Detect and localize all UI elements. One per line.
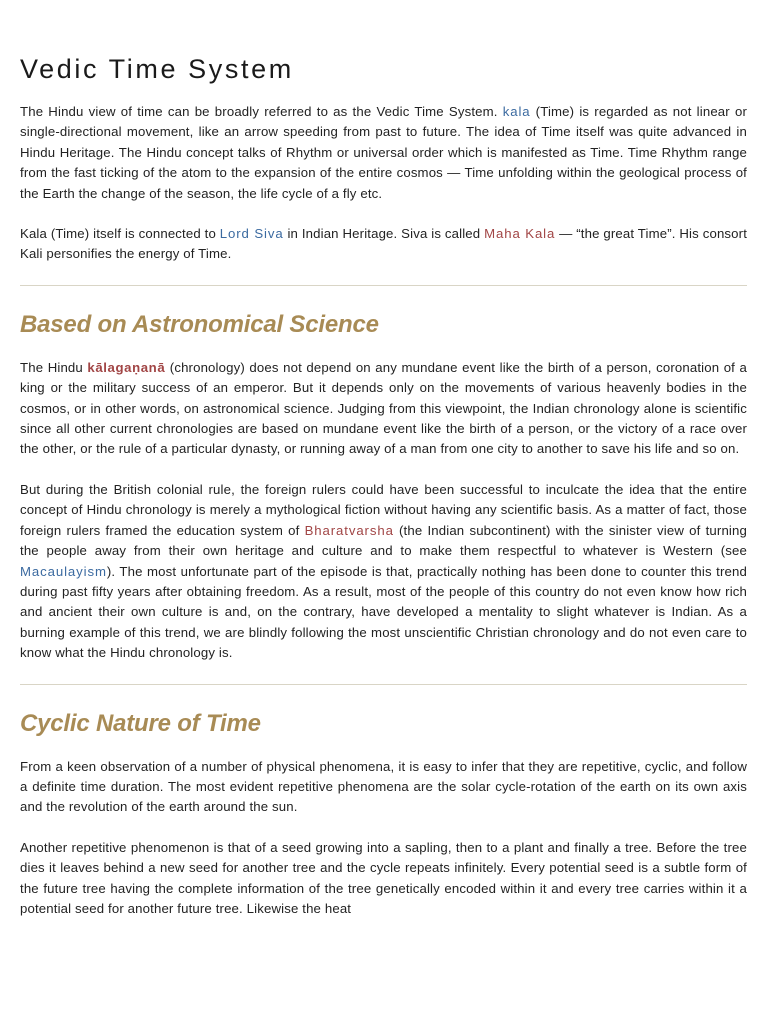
text-run: (chronology) does not depend on any mundane event like the birth of a person, coronation of a king or the military success of an emperor. But it depends only on the movements of various heavenly bodies in the cosmos, or in other words, on astronomical science. Judging from this viewpoint, the Indian chronology alone is scientific since all other current chronologies are based on mundane event like the birth of a person, or the victory of a race over the other, or the rule of a particular dynasty, or running away of a man from one city to another to save his life and so on. (20, 359, 748, 457)
text-run: From a keen observation of a number of physical phenomena, it is easy to infer that they are repetitive, cyclic, and follow a definite time duration. The most evident repetitive phenomena are the solar cycle-rotation of the earth on its own axis and the revolution of the earth around the sun. (20, 758, 747, 815)
kala-link[interactable]: kala (502, 104, 531, 119)
cyclic-nature-section (20, 709, 747, 920)
paragraph (20, 838, 747, 920)
text-run: The Hindu (20, 359, 88, 375)
macaulayism-link[interactable]: Macaulayism (20, 563, 107, 579)
text-run: (the Indian subcontinent) with the sinister view of turning the people away from their own heritage and culture and to make them respectful to whatever is Western (see (20, 522, 747, 559)
text-run: But during the British colonial rule, the foreign rulers could have been successful to inculcate the idea that the entire concept of Hindu chronology is merely a mythological fiction without having any scientific basis. As a matter of fact, those foreign rulers framed the education system of (20, 481, 747, 538)
paragraph (20, 224, 747, 265)
paragraph (20, 480, 747, 664)
text-run: (Time) is regarded as not linear or single-directional movement, like an arrow speeding from past to future. The idea of Time itself was quite advanced in Hindu Heritage. The Hindu concept talks of Rhythm or universal order which is manifested as Time. Time Rhythm range from the fast ticking of the atom to the expansion of the entire cosmos — Time unfolding within the geological process of the Earth the change of the season, the life cycle of a fly etc. (20, 104, 747, 201)
text-run: in Indian Heritage. Siva is called (283, 226, 485, 242)
bharatvarsha-link[interactable]: Bharatvarsha (304, 522, 394, 538)
maha-kala-link[interactable]: Maha Kala (484, 226, 556, 242)
intro-section (20, 102, 747, 265)
text-run: The Hindu view of time can be broadly referred to as the Vedic Time System. (20, 104, 503, 119)
section-divider (20, 285, 747, 286)
page-title: Vedic Time System (20, 54, 294, 84)
section-divider (20, 684, 747, 685)
paragraph (20, 757, 747, 818)
text-run: Kala (Time) itself is connected to (20, 226, 220, 242)
lord-siva-link[interactable]: Lord Siva (219, 226, 284, 242)
text-run: Another repetitive phenomenon is that of a seed growing into a sapling, then to a plant and finally a tree. Before the tree dies it leaves behind a new seed for another tree and the cycle repeats infinitely. Every potential seed is a subtle form of the future tree having the complete information of the tree genetically encoded within it and every tree carries within it a potential seed for another future tree. Likewise the heat (20, 839, 747, 916)
text-run: — “the great Time”. His consort Kali personifies the energy of Time. (20, 226, 748, 262)
kalaganana-term: kālagaṇanā (87, 359, 166, 375)
paragraph (20, 102, 747, 204)
paragraph (20, 358, 747, 460)
section-heading: Cyclic Nature of Time (20, 709, 261, 737)
section-heading: Based on Astronomical Science (20, 310, 379, 338)
text-run: ). The most unfortunate part of the episode is that, practically nothing has been done to counter this trend during past fifty years after obtaining freedom. As a result, most of the people of this country do not even know how rich and ancient their own culture is and, on the contrary, have developed a mentality to slight whatever is Indian. As a burning example of this trend, we are blindly following the most unscientific Christian chronology and do not even care to know what the Hindu chronology is. (20, 563, 747, 661)
article (20, 52, 747, 939)
astronomical-science-section (20, 310, 747, 664)
